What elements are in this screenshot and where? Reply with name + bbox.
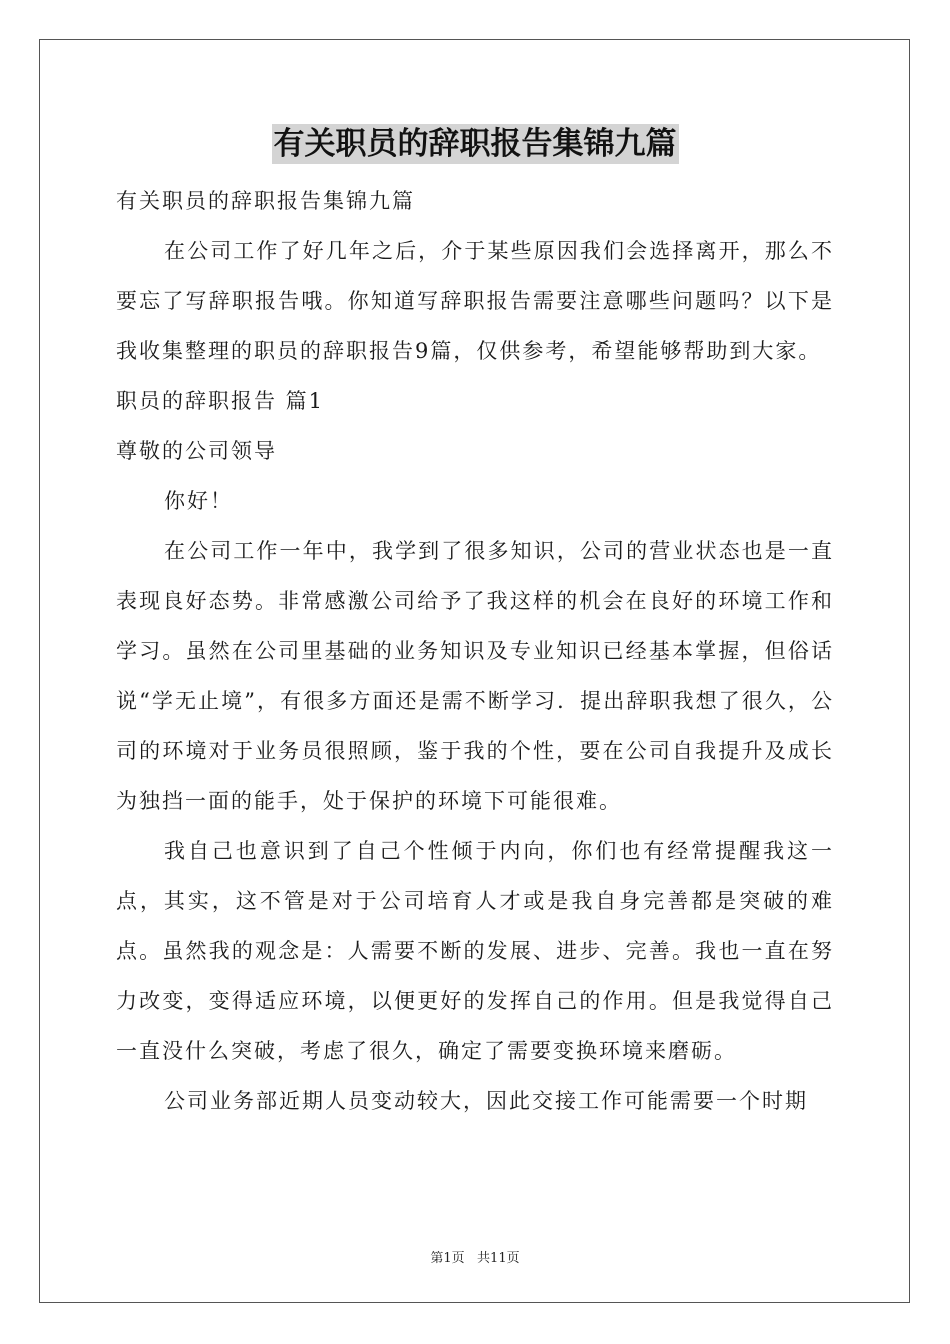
body-paragraph-1: 在公司工作一年中，我学到了很多知识，公司的营业状态也是一直表现良好态势。非常感激公司给予了我这样的机会在良好的环境工作和学习。虽然在公司里基础的业务知识及专业知识已经基本掌握，但俗话说“学无止境”，有很多方面还是需不断学习．提出辞职我想了很久，公司的环境对于业务员很照顾，鉴于我的个性，要在公司自我提升及成长为独挡一面的能手，处于保护的环境下可能很难。 <box>116 539 834 813</box>
document-title: 有关职员的辞职报告集锦九篇 <box>273 126 677 162</box>
page-footer: 第1页 共11页 <box>430 1251 520 1266</box>
document-subtitle: 有关职员的辞职报告集锦九篇 <box>116 189 415 213</box>
section-heading: 职员的辞职报告 篇1 <box>116 389 325 413</box>
body-paragraph-2: 我自己也意识到了自己个性倾于内向，你们也有经常提醒我这一点，其实，这不管是对于公司培育人才或是我自身完善都是突破的难点。虽然我的观念是：人需要不断的发展、进步、完善。我也一直在努力改变，变得适应环境，以便更好的发挥自己的作用。但是我觉得自己一直没什么突破，考虑了很久，确定了需要变换环境来磨砺。 <box>116 839 834 1063</box>
intro-paragraph: 在公司工作了好几年之后，介于某些原因我们会选择离开，那么不要忘了写辞职报告哦。你知道写辞职报告需要注意哪些问题吗？以下是我收集整理的职员的辞职报告9篇，仅供参考，希望能够帮助到大家。 <box>116 239 834 363</box>
title-wrap <box>0 124 950 164</box>
document-body <box>116 176 834 1126</box>
salutation: 尊敬的公司领导 <box>116 439 277 463</box>
body-paragraph-3: 公司业务部近期人员变动较大，因此交接工作可能需要一个时期 <box>164 1089 808 1113</box>
greeting: 你好！ <box>164 489 233 513</box>
